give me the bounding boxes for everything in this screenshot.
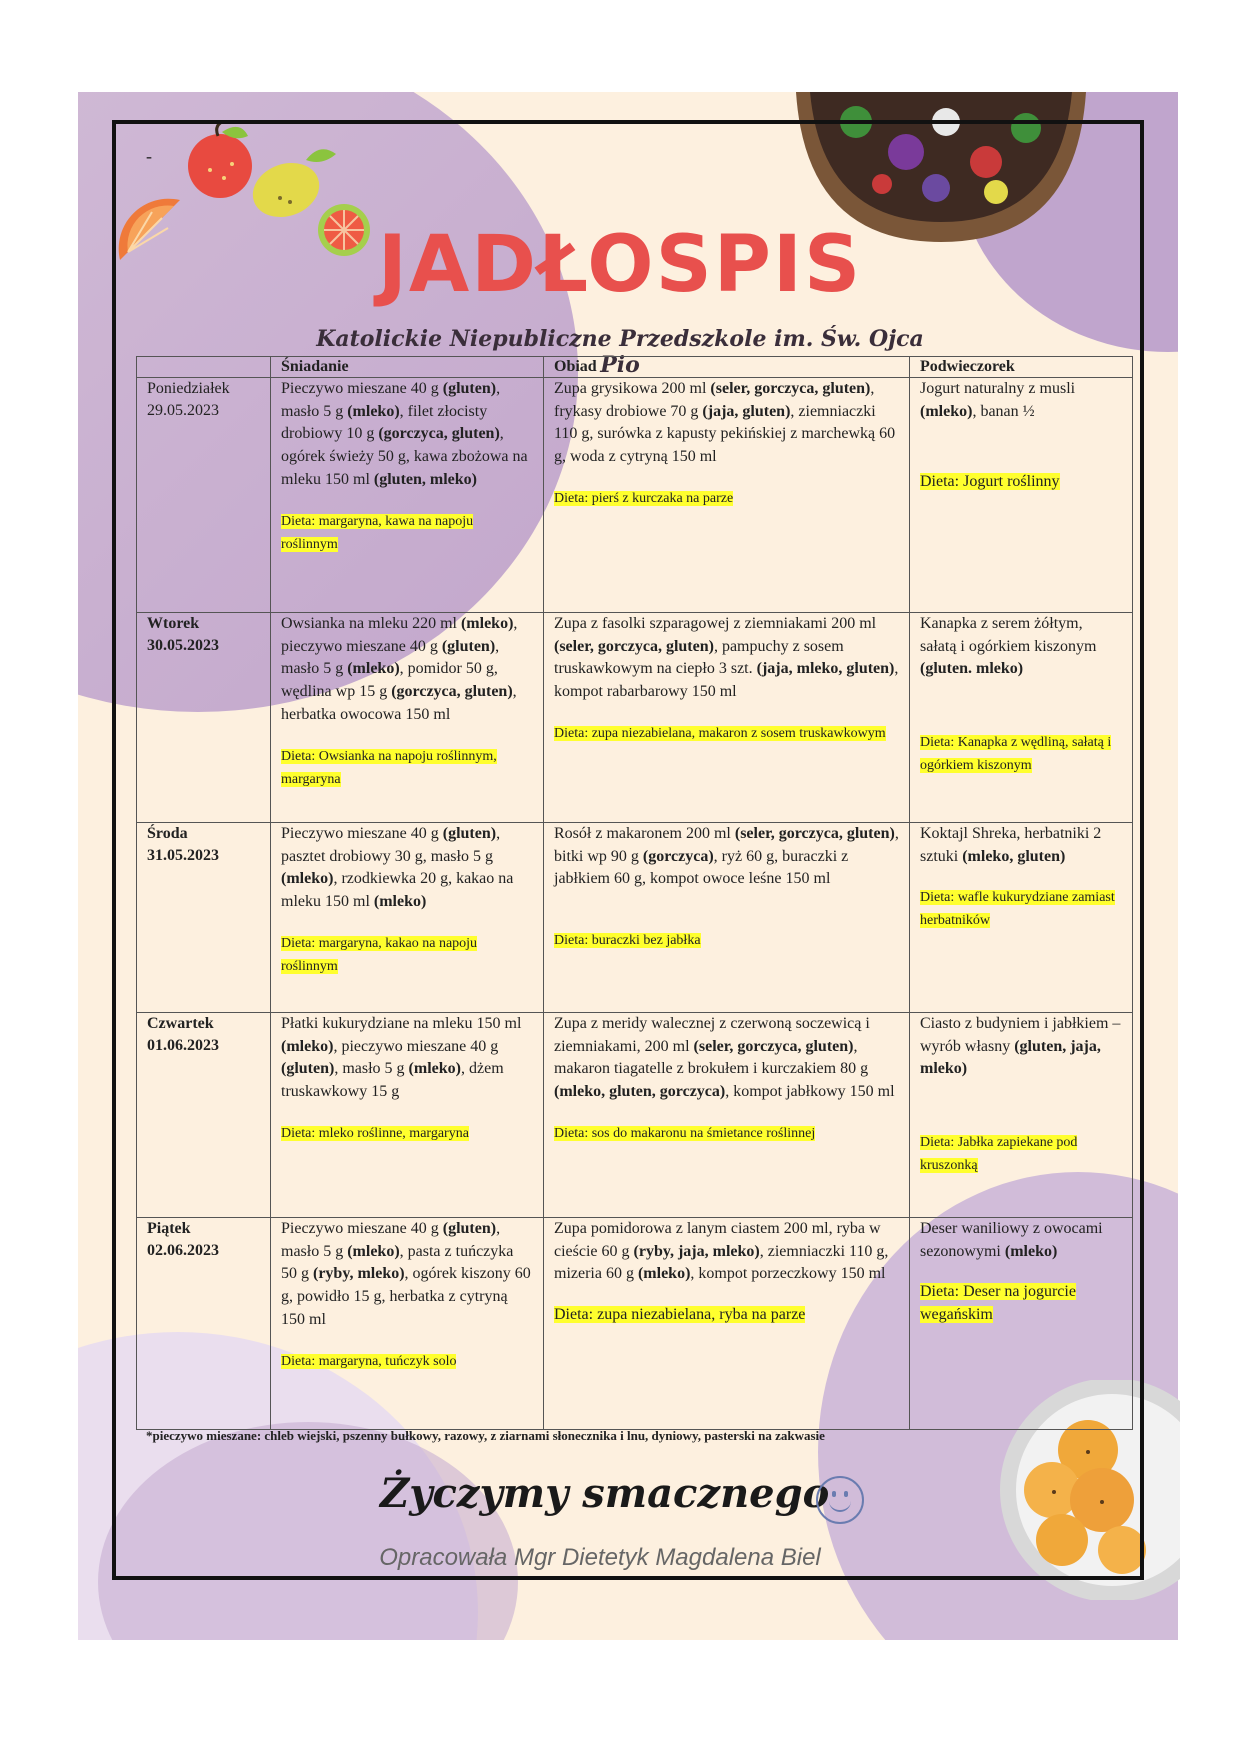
lunch-text: Rosół z makaronem 200 ml (seler, gorczyca, gluten), bitki wp 90 g (gorczyca), ryż 60 g, buraczki z jabłkiem 60 g, kompot owoce leśne 150 ml xyxy=(554,825,899,888)
day-name: Wtorek xyxy=(147,615,200,632)
column-header-day xyxy=(137,357,271,378)
snack-cell xyxy=(910,823,1133,1013)
diet-note: Dieta: margaryna, kakao na napoju roślinnym xyxy=(281,935,478,974)
diet-note: Dieta: pierś z kurczaka na parze xyxy=(554,490,734,506)
day-cell xyxy=(137,1218,271,1430)
day-name: Środa xyxy=(147,825,188,842)
day-name: Piątek xyxy=(147,1220,191,1237)
day-date: 30.05.2023 xyxy=(147,637,219,654)
footnote: *pieczywo mieszane: chleb wiejski, pszenny bułkowy, razowy, z ziarnami słonecznika i lnu, dyniowy, pasterski na zakwasie xyxy=(146,1428,825,1443)
snack-text: Jogurt naturalny z musli (mleko), banan ½ xyxy=(920,380,1076,420)
day-cell xyxy=(137,823,271,1013)
day-cell xyxy=(137,378,271,613)
snack-text: Ciasto z budyniem i jabłkiem – wyrób własny (gluten, jaja, mleko) xyxy=(920,1015,1121,1078)
lunch-cell xyxy=(544,1218,910,1430)
day-date: 29.05.2023 xyxy=(147,402,219,419)
lunch-cell xyxy=(544,823,910,1013)
menu-table xyxy=(136,356,1133,1430)
diet-note: Dieta: wafle kukurydziane zamiast herbatników xyxy=(920,890,1115,929)
smiley-icon xyxy=(816,1476,864,1524)
day-date: 01.06.2023 xyxy=(147,1037,219,1054)
day-cell xyxy=(137,1013,271,1218)
snack-cell xyxy=(910,1218,1133,1430)
diet-note: Dieta: margaryna, kawa na napoju roślinnym xyxy=(281,513,474,552)
snack-cell xyxy=(910,378,1133,613)
breakfast-text: Owsianka na mleku 220 ml (mleko), pieczywo mieszane 40 g (gluten), masło 5 g (mleko), pomidor 50 g, wędlina wp 15 g (gorczyca, gluten), herbatka owocowa 150 ml xyxy=(281,615,518,723)
breakfast-text: Płatki kukurydziane na mleku 150 ml (mleko), pieczywo mieszane 40 g (gluten), masło 5 g (mleko), dżem truskawkowy 15 g xyxy=(281,1015,522,1101)
diet-note: Dieta: zupa niezabielana, ryba na parze xyxy=(554,1306,806,1324)
table-row xyxy=(137,613,1133,823)
snack-text: Kanapka z serem żółtym, sałatą i ogórkiem kiszonym (gluten. mleko) xyxy=(920,615,1097,678)
lunch-text: Zupa z meridy walecznej z czerwoną soczewicą i ziemniakami, 200 ml (seler, gorczyca, gluten), makaron tiagatelle z brokułem i kurczakiem 80 g (mleko, gluten, gorczyca), kompot jabłkowy 150 ml xyxy=(554,1015,895,1101)
diet-note: Dieta: margaryna, tuńczyk solo xyxy=(281,1353,457,1369)
lunch-cell xyxy=(544,378,910,613)
day-date: 31.05.2023 xyxy=(147,847,219,864)
page-title: JADŁOSPIS xyxy=(377,220,863,310)
table-row xyxy=(137,823,1133,1013)
closing-wish: Życzymy smacznego xyxy=(380,1470,830,1517)
diet-note: Dieta: buraczki bez jabłka xyxy=(554,933,701,949)
snack-text: Deser waniliowy z owocami sezonowymi (mleko) xyxy=(920,1220,1103,1260)
day-name: Czwartek xyxy=(147,1015,214,1032)
author-credit: Opracowała Mgr Dietetyk Magdalena Biel xyxy=(379,1544,821,1571)
snack-cell xyxy=(910,1013,1133,1218)
day-cell xyxy=(137,613,271,823)
table-header-row xyxy=(137,357,1133,378)
diet-note: Dieta: sos do makaronu na śmietance roślinnej xyxy=(554,1125,816,1141)
table-row xyxy=(137,378,1133,613)
breakfast-cell xyxy=(271,378,544,613)
breakfast-cell xyxy=(271,823,544,1013)
table-row xyxy=(137,1218,1133,1430)
lunch-text: Zupa z fasolki szparagowej z ziemniakami 200 ml (seler, gorczyca, gluten), pampuchy z sosem truskawkowym na ciepło 3 szt. (jaja, mleko, gluten), kompot rabarbarowy 150 ml xyxy=(554,615,899,701)
breakfast-text: Pieczywo mieszane 40 g (gluten), masło 5 g (mleko), filet złocisty drobiowy 10 g (gorczyca, gluten), ogórek świeży 50 g, kawa zbożowa na mleku 150 ml (gluten, mleko) xyxy=(281,380,528,488)
column-header-snack: Podwieczorek xyxy=(910,357,1133,378)
diet-note: Dieta: Jabłka zapiekane pod kruszonką xyxy=(920,1135,1078,1174)
diet-note: Dieta: zupa niezabielana, makaron z sosem truskawkowym xyxy=(554,725,886,741)
day-name: Poniedziałek xyxy=(147,380,230,397)
table-row xyxy=(137,1013,1133,1218)
lunch-cell xyxy=(544,1013,910,1218)
breakfast-cell xyxy=(271,613,544,823)
snack-text: Koktajl Shreka, herbatniki 2 sztuki (mleko, gluten) xyxy=(920,825,1102,865)
breakfast-cell xyxy=(271,1013,544,1218)
lunch-cell xyxy=(544,613,910,823)
breakfast-text: Pieczywo mieszane 40 g (gluten), pasztet drobiowy 30 g, masło 5 g (mleko), rzodkiewka 20 g, kakao na mleku 150 ml (mleko) xyxy=(281,825,514,911)
diet-note: Dieta: Kanapka z wędliną, sałatą i ogórkiem kiszonym xyxy=(920,735,1112,774)
dash-mark: - xyxy=(146,146,152,166)
breakfast-text: Pieczywo mieszane 40 g (gluten), masło 5 g (mleko), pasta z tuńczyka 50 g (ryby, mleko), ogórek kiszony 60 g, powidło 15 g, herbatka z cytryną 150 ml xyxy=(281,1220,531,1328)
lunch-text: Zupa grysikowa 200 ml (seler, gorczyca, gluten), frykasy drobiowe 70 g (jaja, gluten), ziemniaczki 110 g, surówka z kapusty pekińskiej z marchewką 60 g, woda z cytryną 150 ml xyxy=(554,380,896,466)
page-subtitle: Katolickie Niepubliczne Przedszkole im. Św. Ojca Pio xyxy=(316,326,924,378)
diet-note: Dieta: Deser na jogurcie wegańskim xyxy=(920,1283,1076,1324)
diet-note: Dieta: mleko roślinne, margaryna xyxy=(281,1125,469,1141)
column-header-lunch: Obiad xyxy=(544,357,910,378)
day-date: 02.06.2023 xyxy=(147,1242,219,1259)
diet-note: Dieta: Owsianka na napoju roślinnym, margaryna xyxy=(281,748,497,787)
lunch-text: Zupa pomidorowa z lanym ciastem 200 ml, ryba w cieście 60 g (ryby, jaja, mleko), ziemniaczki 110 g, mizeria 60 g (mleko), kompot porzeczkowy 150 ml xyxy=(554,1220,889,1283)
column-header-breakfast: Śniadanie xyxy=(271,357,544,378)
breakfast-cell xyxy=(271,1218,544,1430)
diet-note: Dieta: Jogurt roślinny xyxy=(920,473,1060,491)
snack-cell xyxy=(910,613,1133,823)
